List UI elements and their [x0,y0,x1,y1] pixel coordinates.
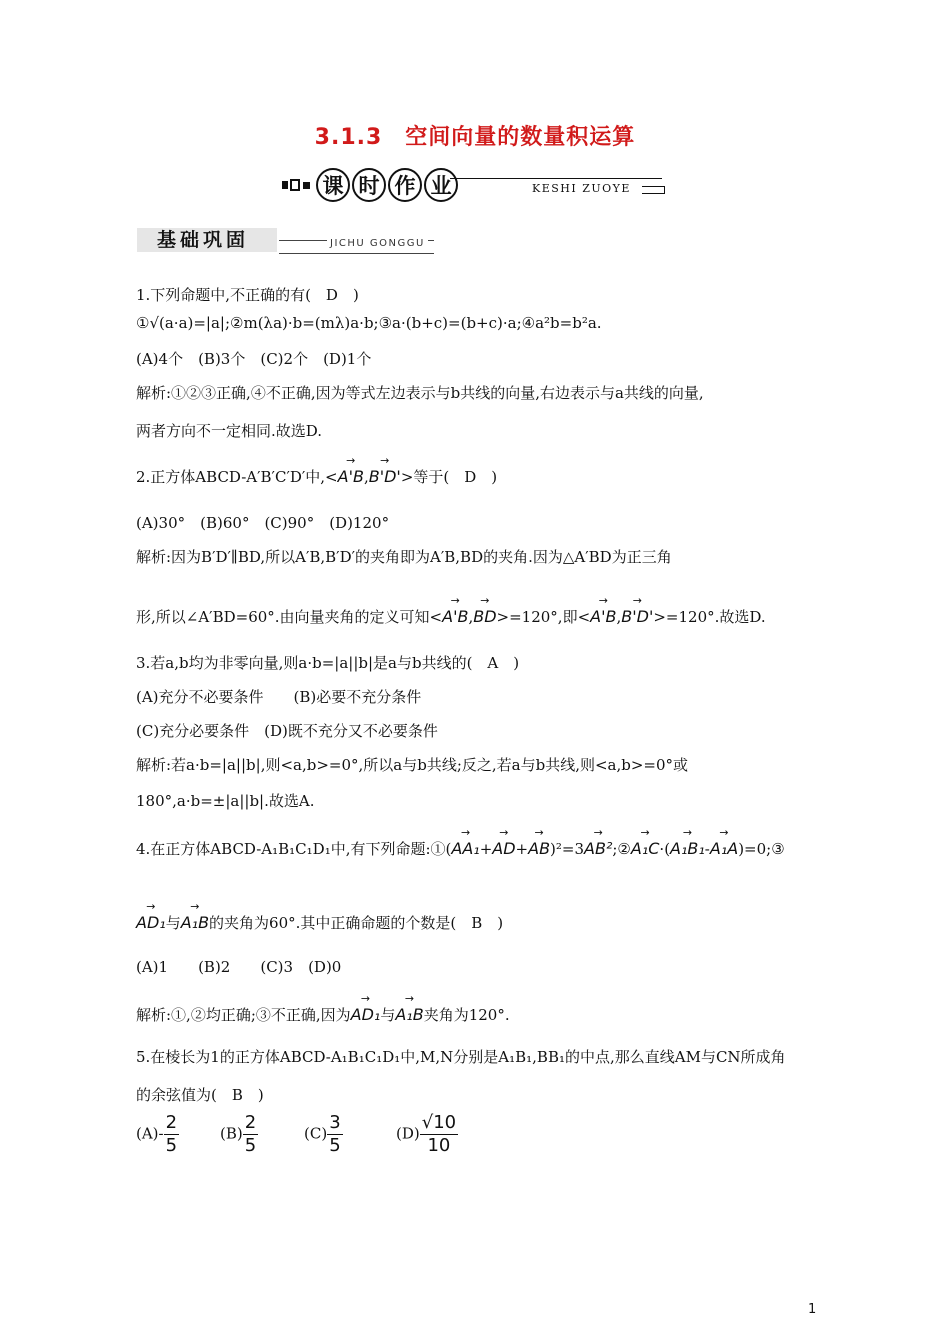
q2-stem-post: >等于( D ) [400,468,498,486]
vector-aa1: → AA₁ [451,839,479,858]
vector-ad1: → AD₁ [351,1005,381,1024]
numerator: √10 [421,1112,457,1133]
option-label: (B) [220,1124,243,1143]
vector-b1d1: → B'D' [621,607,653,626]
q1-stem: 1.下列命题中,不正确的有( D ) [136,286,359,304]
vector-a1b: → A₁B [181,913,209,932]
q4-text: 的夹角为60°.其中正确命题的个数是( B ) [209,914,504,932]
banner-char: 时 [352,168,386,202]
denominator: 5 [329,1135,341,1156]
q4-text: + [515,840,529,858]
q1-answer-line2: 两者方向不一定相同.故选D. [136,422,323,440]
vector-a1b1: → A₁B₁ [670,839,705,858]
banner-char: 作 [388,168,422,202]
q2-answer-text: 形,所以∠A′BD=60°.由向量夹角的定义可知< [136,608,443,626]
page-title: 3.1.3 空间向量的数量积运算 [314,125,636,150]
q4-text: ;② [612,840,631,858]
vector-a1b: → A'B [590,607,616,626]
numerator: 3 [329,1112,341,1133]
vector-a1c: → A₁C [631,839,660,858]
q1-propositions: ①√(a·a)=|a|;②m(λa)·b=(mλ)a·b;③a·(b+c)=(b+c)·a;④a²b=b²a. [136,314,602,332]
homework-banner [282,168,667,204]
option-sign: - [158,1124,164,1143]
q4-stem-line2 [136,912,503,933]
section-latin: JICHU GONGGU [327,238,428,249]
fraction [243,1112,258,1157]
denominator: 5 [244,1135,257,1156]
q2-options: (A)30° (B)60° (C)90° (D)120° [136,514,390,532]
option-label: (C) [304,1124,328,1143]
denominator: 10 [427,1135,451,1156]
q4-answer-text: 解析:①,②均正确;③不正确,因为 [136,1006,351,1024]
q2-answer-line2: 形,所以∠A′BD=60°.由向量夹角的定义可知<→ A'B,→ BD>=120°,即<→ A'B,→ B'D'>=120°.故选D. [136,606,766,627]
q4-text: 与 [165,914,181,932]
fraction [420,1112,458,1157]
q5-option-c [304,1112,343,1157]
page-number: 1 [808,1302,817,1317]
q3-answer-line1: 解析:若a·b=|a||b|,则<a,b>=0°,所以a与b共线;反之,若a与b共线,则<a,b>=0°或 [136,756,689,774]
vector-ad1: → AD₁ [136,913,166,932]
q2-answer-line1: 解析:因为B′D′∥BD,所以A′B,B′D′的夹角即为A′B,BD的夹角.因为△A′BD为正三角 [136,548,672,566]
fraction [164,1112,179,1157]
numerator: 2 [244,1112,257,1133]
q2-stem-pre: 2.正方体ABCD-A′B′C′D′中,< [136,468,338,486]
q4-answer-text: 夹角为120°. [423,1006,510,1024]
q5-option-b [220,1112,258,1157]
banner-decoration-icon [282,178,312,192]
banner-title [316,168,460,202]
q2-answer-text: >=120°.故选D. [653,608,766,626]
q2-answer-text: >=120°,即< [496,608,591,626]
q3-answer-line2: 180°,a·b=±|a||b|.故选A. [136,792,315,810]
q4-text: + [479,840,493,858]
q3-options-line1: (A)充分不必要条件 (B)必要不充分条件 [136,688,422,706]
q4-answer-text: 与 [380,1006,396,1024]
banner-char: 业 [424,168,458,202]
q4-text: )=0;③ [738,840,785,858]
q5-option-d [396,1112,458,1157]
numerator: 2 [165,1112,178,1133]
banner-char: 课 [316,168,350,202]
q5-stem-line1: 5.在棱长为1的正方体ABCD-A₁B₁C₁D₁中,M,N分别是A₁B₁,BB₁的中点,那么直线AM与CN所成角 [136,1048,786,1066]
banner-end-rule [642,186,665,194]
q4-options: (A)1 (B)2 (C)3 (D)0 [136,958,342,976]
q4-text: )²=3 [550,840,585,858]
vector-a1b: → A'B [442,607,468,626]
vector-ab: → AB [528,839,550,858]
q1-answer-line1: 解析:①②③正确,④不正确,因为等式左边表示与b共线的向量,右边表示与a共线的向量, [136,384,704,402]
q3-stem: 3.若a,b均为非零向量,则a·b=|a||b|是a与b共线的( A ) [136,654,520,672]
q4-text: ·( [659,840,671,858]
option-label: (D) [396,1124,420,1143]
vector-bd: → BD [473,607,496,626]
q4-answer [136,1004,510,1025]
denominator: 5 [165,1135,178,1156]
banner-rule [450,178,662,179]
vector-ab-squared: → AB² [584,839,612,858]
fraction [327,1112,342,1157]
q4-stem [136,838,785,859]
q5-option-a [136,1112,179,1157]
vector-ad: → AD [492,839,515,858]
q5-stem-line2: 的余弦值为( B ) [136,1086,264,1104]
vector-a1b: → A₁B [395,1005,423,1024]
q4-text: - [704,840,710,858]
section-header [137,228,437,258]
banner-latin: KESHI ZUOYE [532,182,631,195]
q1-options: (A)4个 (B)3个 (C)2个 (D)1个 [136,350,372,368]
q3-options-line2: (C)充分必要条件 (D)既不充分又不必要条件 [136,722,438,740]
q2-stem: 2.正方体ABCD-A′B′C′D′中,<→ A'B,→ B'D'>等于( D ) [136,466,497,487]
q4-text: 4.在正方体ABCD-A₁B₁C₁D₁中,有下列命题:①( [136,840,452,858]
section-label: 基础巩固 [137,228,277,252]
vector-a1a: → A₁A [710,839,738,858]
vector-b1d1: → B'D' [369,467,401,486]
vector-a1b: → A'B [338,467,364,486]
option-label: (A) [136,1124,159,1143]
